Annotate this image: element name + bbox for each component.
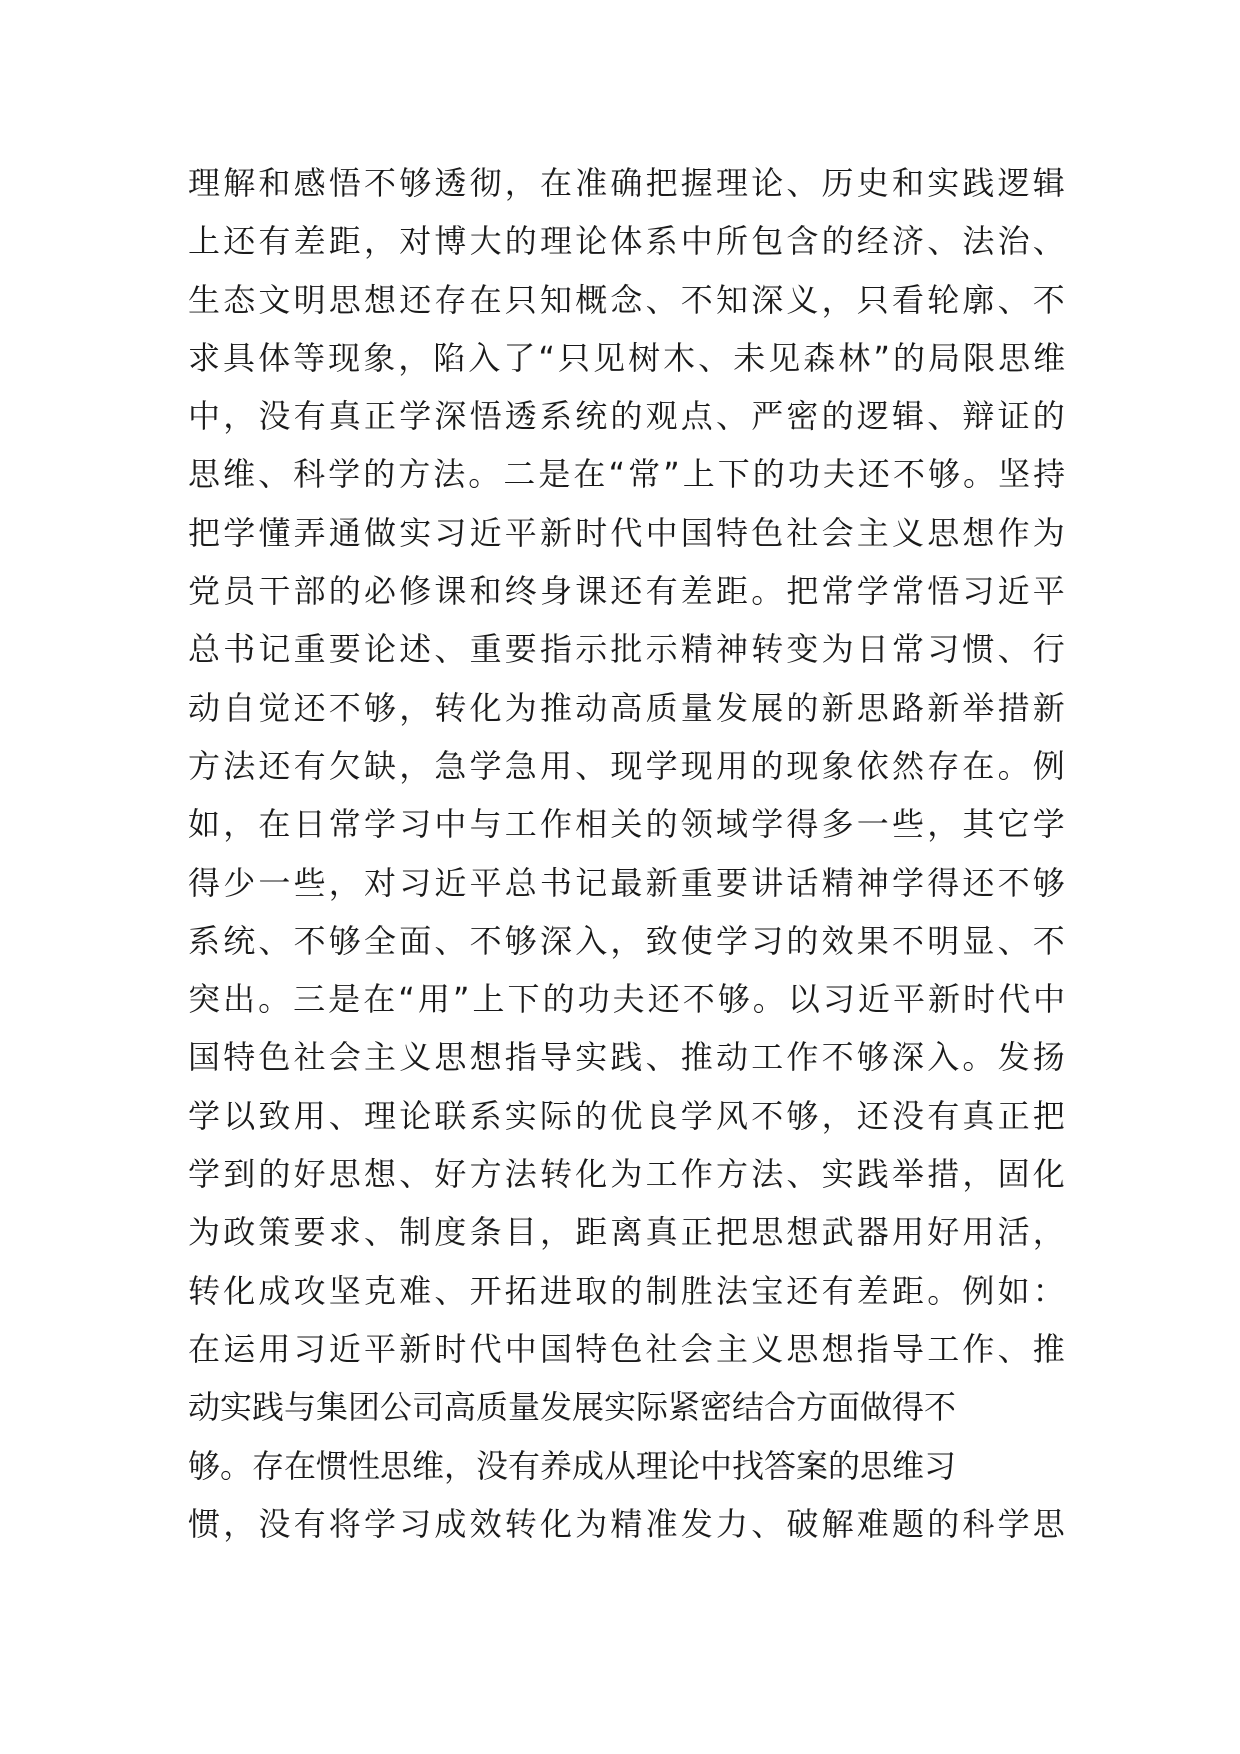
text-line: 够。存在惯性思维，没有养成从理论中找答案的思维习 [188, 1446, 957, 1485]
text-line: 为政策要求、制度条目，距离真正把思想武器用好用活， [188, 1213, 1069, 1252]
text-line: 生态文明思想还存在只知概念、不知深义，只看轮廓、不 [188, 280, 1069, 319]
text-line: 动自觉还不够，转化为推动高质量发展的新思路新举措新 [188, 688, 1069, 727]
text-line: 上还有差距，对博大的理论体系中所包含的经济、法治、 [188, 222, 1069, 261]
text-line: 得少一些，对习近平总书记最新重要讲话精神学得还不够 [188, 863, 1069, 902]
text-line: 系统、不够全面、不够深入，致使学习的效果不明显、不 [188, 921, 1069, 960]
text-line: 方法还有欠缺，急学急用、现学现用的现象依然存在。例 [188, 746, 1069, 785]
text-line: 在运用习近平新时代中国特色社会主义思想指导工作、推 [188, 1329, 1069, 1368]
text-line: 中，没有真正学深悟透系统的观点、严密的逻辑、辩证的 [188, 397, 1069, 436]
text-line: 如，在日常学习中与工作相关的领域学得多一些，其它学 [188, 805, 1069, 844]
text-line: 总书记重要论述、重要指示批示精神转变为日常习惯、行 [188, 630, 1069, 669]
text-line: 学到的好思想、好方法转化为工作方法、实践举措，固化 [188, 1155, 1069, 1194]
text-line: 思维、科学的方法。二是在“常”上下的功夫还不够。坚持 [188, 455, 1069, 494]
text-line: 惯，没有将学习成效转化为精准发力、破解难题的科学思 [188, 1504, 1069, 1543]
text-line: 学以致用、理论联系实际的优良学风不够，还没有真正把 [188, 1096, 1069, 1135]
text-line: 国特色社会主义思想指导实践、推动工作不够深入。发扬 [188, 1038, 1069, 1077]
text-line: 理解和感悟不够透彻，在准确把握理论、历史和实践逻辑 [188, 164, 1069, 202]
text-line: 动实践与集团公司高质量发展实际紧密结合方面做得不 [188, 1388, 957, 1427]
text-line: 突出。三是在“用”上下的功夫还不够。以习近平新时代中 [188, 980, 1069, 1019]
text-line: 党员干部的必修课和终身课还有差距。把常学常悟习近平 [188, 572, 1069, 611]
text-line: 把学懂弄通做实习近平新时代中国特色社会主义思想作为 [188, 513, 1069, 552]
body-paragraph [188, 154, 1068, 1553]
text-line: 求具体等现象，陷入了“只见树木、未见森林”的局限思维 [188, 338, 1069, 377]
text-line: 转化成攻坚克难、开拓进取的制胜法宝还有差距。例如： [188, 1271, 1069, 1310]
